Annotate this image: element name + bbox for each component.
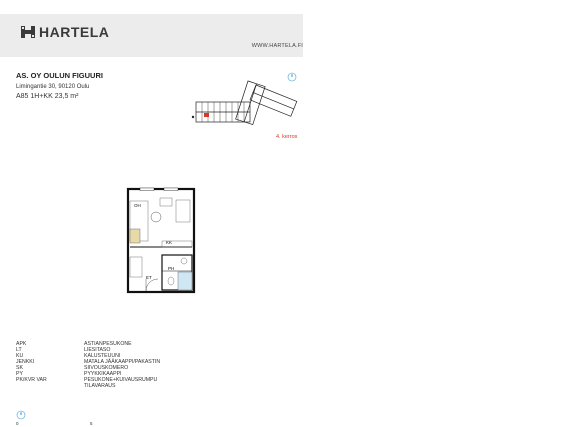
legend-desc: ASTIANPESUKONE [84,341,132,347]
legend-row [16,383,160,389]
apartment-floorplan [126,187,196,294]
north-arrow-icon [16,410,26,420]
legend-abbr: APK [16,341,27,347]
legend-desc: SIIVOUSKOMERO [84,365,129,372]
room-label-ph: PH [168,266,175,271]
legend-abbr: PK/KVR VAR [16,377,47,384]
scale-end: 5 [90,421,93,426]
apartment-type: A85 1H+KK 23,5 m² [16,93,79,100]
scale-bar [16,421,96,427]
website-link[interactable]: WWW.HARTELA.FI [251,43,303,49]
legend-abbr [16,383,84,389]
property-address: Limingantie 30, 90120 Oulu [16,84,90,90]
legend-abbr: SK [16,365,23,372]
room-label-kk: KK [166,240,173,245]
site-plan [190,75,300,135]
legend-desc: MATALA JÄÄKAAPPI/PAKASTIN [84,359,161,366]
legend-abbr: JENKKI [16,359,35,366]
scale-start: 0 [16,421,19,426]
legend-desc: KALUSTEUUNI [84,353,121,360]
room-label-et: ET [146,275,152,280]
legend-abbr: KU [16,353,24,360]
brand-name: HARTELA [39,24,110,40]
legend-desc: PYYKKIKAAPPI [84,371,122,378]
room-label-oh: OH [134,203,141,208]
legend-abbr: PY [16,371,23,378]
floor-label: 4. kerros [276,134,298,140]
abbreviation-legend [16,341,160,389]
hartela-logo-icon [21,25,35,39]
property-title: AS. OY OULUN FIGUURI [16,71,103,80]
legend-abbr: LT [16,347,22,354]
hartela-logo [21,23,109,41]
legend-desc: LIESITASO [84,347,111,354]
legend-desc: TILAVARAUS [84,383,116,390]
legend-desc: PESUKONE+KUIVAUSRUMPU [84,377,158,384]
